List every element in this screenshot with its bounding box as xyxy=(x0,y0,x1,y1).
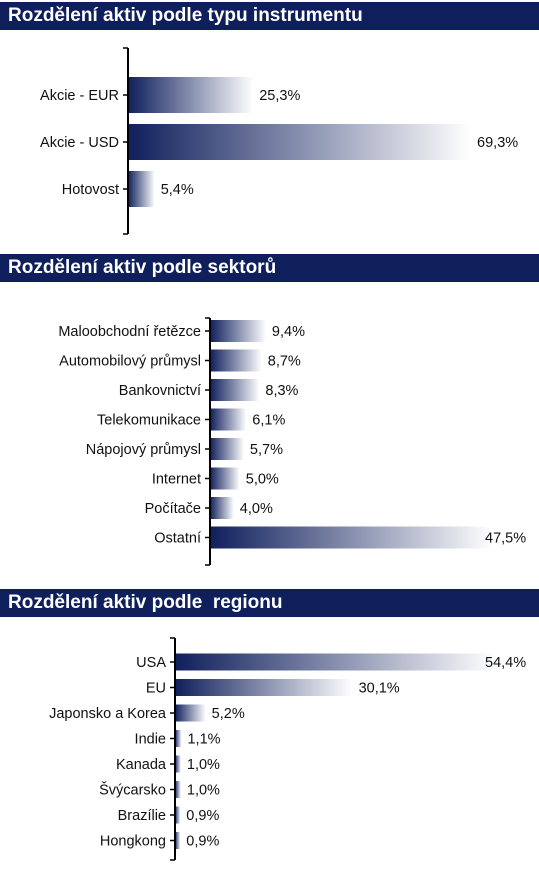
category-label-sector-6: Počítače xyxy=(144,501,201,517)
bar-sector-2 xyxy=(210,379,259,401)
value-label-region-6: 0,9% xyxy=(186,808,220,824)
category-label-region-3: Indie xyxy=(134,731,166,748)
category-label-sector-4: Nápojový průmysl xyxy=(85,442,201,458)
value-label-region-1: 30,1% xyxy=(358,680,400,697)
bar-region-0 xyxy=(175,654,496,671)
bar-sector-6 xyxy=(210,497,234,519)
category-label-instrument-2: Hotovost xyxy=(61,182,119,198)
category-label-instrument-1: Akcie - USD xyxy=(40,135,119,151)
bar-sector-0 xyxy=(210,320,266,342)
value-label-region-0: 54,4% xyxy=(485,655,527,671)
category-label-sector-5: Internet xyxy=(151,471,201,488)
category-label-region-0: USA xyxy=(136,655,166,671)
category-label-sector-2: Bankovnictví xyxy=(118,383,201,399)
value-label-region-7: 0,9% xyxy=(186,833,220,850)
category-label-region-4: Kanada xyxy=(116,757,166,773)
category-label-sector-3: Telekomunikace xyxy=(97,412,201,429)
bar-sector-7 xyxy=(210,527,493,549)
bar-region-1 xyxy=(175,679,353,696)
chart-sector xyxy=(0,290,539,570)
category-label-region-7: Hongkong xyxy=(99,833,166,850)
value-label-sector-2: 8,3% xyxy=(265,383,299,399)
bar-sector-1 xyxy=(210,350,262,372)
chart-title-sector: Rozdělení aktiv podle sektorů xyxy=(0,254,539,282)
bar-instrument-1 xyxy=(128,124,471,160)
value-label-sector-4: 5,7% xyxy=(249,442,283,458)
bar-sector-4 xyxy=(210,438,244,460)
value-label-sector-6: 4,0% xyxy=(239,501,273,517)
value-label-sector-7: 47,5% xyxy=(485,530,527,547)
value-label-instrument-0: 25,3% xyxy=(259,88,301,104)
category-label-region-5: Švýcarsko xyxy=(99,782,166,799)
bar-instrument-0 xyxy=(128,77,253,113)
chart-region xyxy=(0,630,539,870)
value-label-region-5: 1,0% xyxy=(186,782,220,799)
category-label-sector-0: Maloobchodní řetězce xyxy=(58,324,201,340)
chart-title-region: Rozdělení aktiv podle regionu xyxy=(0,589,539,617)
category-label-sector-7: Ostatní xyxy=(154,530,201,547)
category-label-region-2: Japonsko a Korea xyxy=(49,706,166,722)
value-label-region-4: 1,0% xyxy=(186,757,220,773)
value-label-sector-3: 6,1% xyxy=(252,412,286,429)
chart-title-instrument: Rozdělení aktiv podle typu instrumentu xyxy=(0,2,539,30)
bar-instrument-2 xyxy=(128,171,155,207)
value-label-sector-1: 8,7% xyxy=(267,353,301,370)
bar-sector-3 xyxy=(210,409,246,431)
category-label-region-1: EU xyxy=(145,680,166,697)
value-label-instrument-1: 69,3% xyxy=(477,135,519,151)
value-label-region-3: 1,1% xyxy=(187,731,221,748)
value-label-sector-0: 9,4% xyxy=(271,324,305,340)
category-label-sector-1: Automobilový průmysl xyxy=(59,353,201,370)
chart-instrument xyxy=(0,40,539,240)
value-label-sector-5: 5,0% xyxy=(245,471,279,488)
bar-region-2 xyxy=(175,705,206,722)
value-label-region-2: 5,2% xyxy=(211,706,245,722)
value-label-instrument-2: 5,4% xyxy=(160,182,194,198)
category-label-instrument-0: Akcie - EUR xyxy=(40,88,119,104)
category-label-region-6: Brazílie xyxy=(117,808,166,824)
bar-sector-5 xyxy=(210,468,240,490)
